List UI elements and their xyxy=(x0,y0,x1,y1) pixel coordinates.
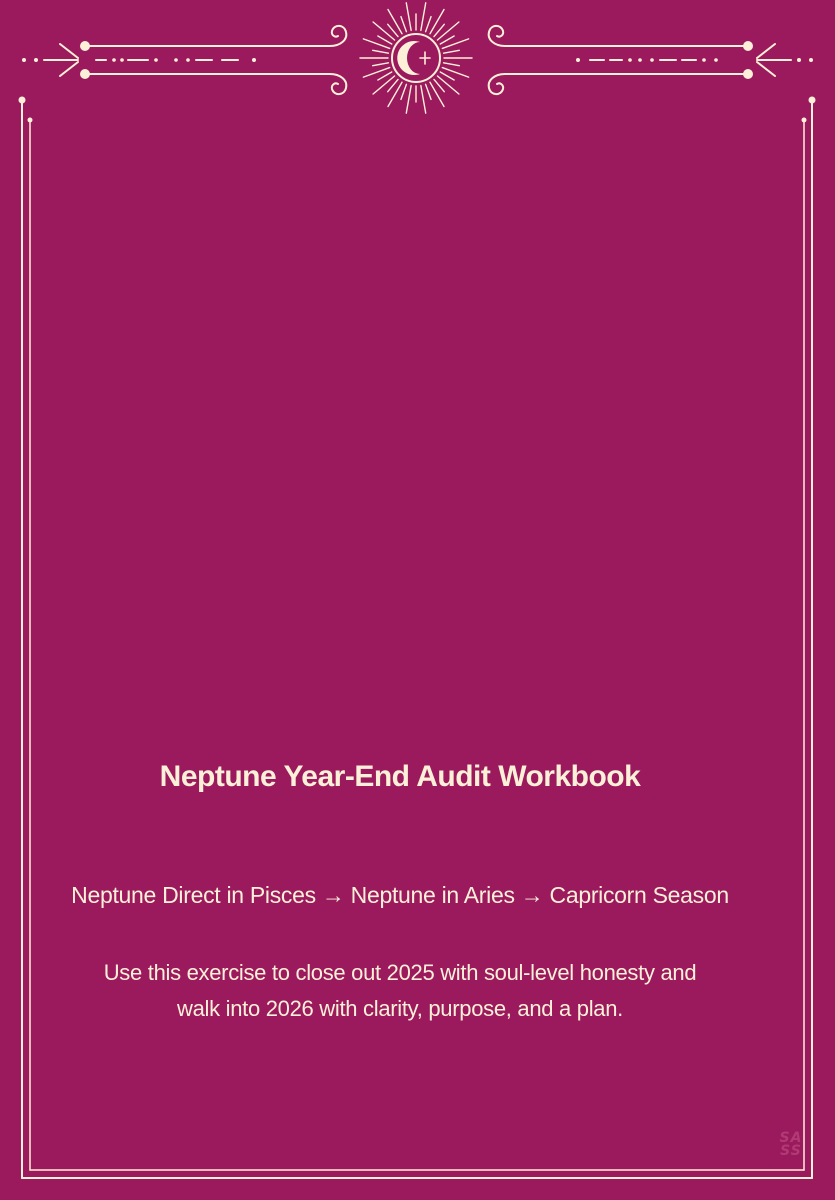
workbook-title: Neptune Year-End Audit Workbook xyxy=(159,760,641,793)
intro-line-1: Use this exercise to close out 2025 with soul-level honesty and xyxy=(103,960,697,985)
brand-logo-watermark xyxy=(774,1132,808,1168)
sunburst-ray xyxy=(421,86,426,114)
sunburst-ray xyxy=(421,3,426,31)
sunburst-ray xyxy=(440,36,454,44)
header-flourish-right-dots xyxy=(576,41,813,79)
sunburst-ray xyxy=(426,17,431,32)
sunburst-ray xyxy=(401,17,406,32)
sunburst-ray xyxy=(442,68,468,78)
sunburst-ray xyxy=(437,76,458,94)
sunburst-ray xyxy=(430,10,444,34)
sunburst-ray xyxy=(373,63,389,66)
frame-corner-dot xyxy=(802,118,807,123)
intro-line-2: walk into 2026 with clarity, purpose, and a plan. xyxy=(177,996,623,1021)
sunburst-ray xyxy=(430,82,444,106)
sunburst-ray xyxy=(440,72,454,80)
sunburst-ray xyxy=(388,24,398,36)
sunburst-ray xyxy=(388,79,398,91)
frame-corner-dot xyxy=(19,97,26,104)
sunburst-ray xyxy=(373,50,389,53)
sunburst-ray xyxy=(444,50,460,53)
sunburst-ray xyxy=(378,36,392,44)
sunburst-ray xyxy=(406,3,411,31)
frame-corner-dot xyxy=(28,118,33,123)
sunburst-ray xyxy=(388,82,402,106)
astrology-transit-subtitle: Neptune Direct in Pisces → Neptune in Aries → Capricorn Season xyxy=(71,882,729,908)
sunburst-ray xyxy=(406,86,411,114)
frame-corner-dot xyxy=(809,97,816,104)
brand-mark-bottom: SS xyxy=(780,1143,802,1159)
sunburst-ray xyxy=(442,39,468,49)
intro-paragraph xyxy=(60,955,740,1027)
sunburst-ray xyxy=(363,68,389,78)
sunburst-ray xyxy=(401,84,406,99)
brand-mark-top: SA xyxy=(779,1130,803,1146)
sunburst-ray xyxy=(388,10,402,34)
header-flourish-left xyxy=(44,26,346,94)
sunburst-ray xyxy=(426,84,431,99)
sunburst-ray xyxy=(363,39,389,49)
sunburst-ray xyxy=(437,22,458,40)
sunburst-ray xyxy=(434,24,444,36)
header-flourish-left-dots xyxy=(22,41,256,79)
sunburst-ray xyxy=(373,22,394,40)
sunburst-ray xyxy=(373,76,394,94)
sunburst-ray xyxy=(434,79,444,91)
sunburst-ray xyxy=(378,72,392,80)
header-flourish-right xyxy=(489,26,791,94)
sunburst-ray xyxy=(444,63,460,66)
crescent-moon-sunburst-icon xyxy=(360,3,472,113)
